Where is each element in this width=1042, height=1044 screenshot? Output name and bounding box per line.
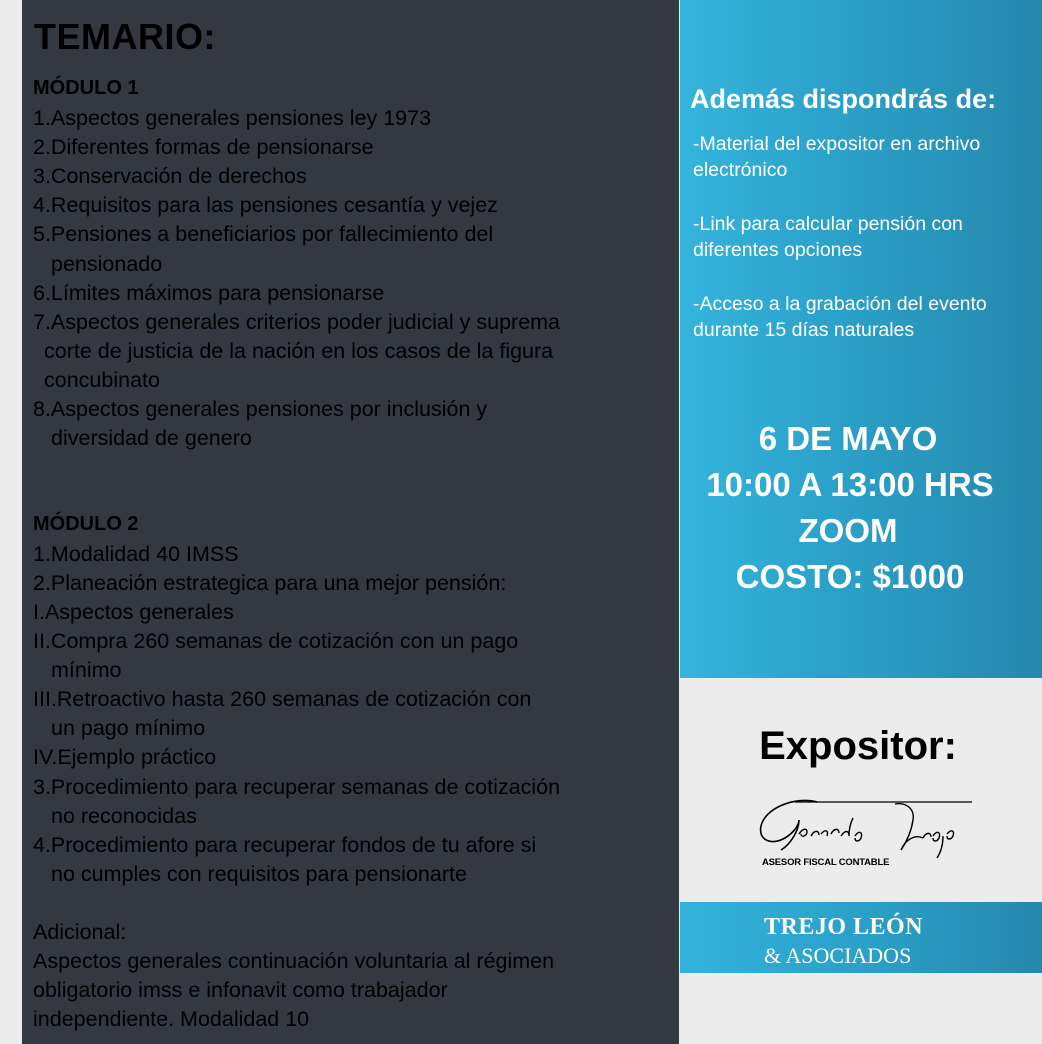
expositor-role: ASESOR FISCAL CONTABLE bbox=[762, 857, 890, 868]
module-1-heading: MÓDULO 1 bbox=[33, 77, 139, 99]
event-cost: COSTO: $1000 bbox=[735, 558, 965, 595]
module-1-item: concubinato bbox=[44, 368, 160, 392]
module-2-item: no cumples con requisitos para pensionarte bbox=[51, 862, 467, 886]
module-2-item: 3.Procedimiento para recuperar semanas de cotización bbox=[33, 775, 561, 799]
additional-item: independiente. Modalidad 10 bbox=[33, 1007, 310, 1031]
event-platform: ZOOM bbox=[798, 512, 898, 549]
agenda-title: TEMARIO: bbox=[34, 16, 216, 57]
module-2-item: mínimo bbox=[51, 658, 122, 682]
brand-name: TREJO LEÓN bbox=[764, 914, 924, 940]
brand-subtitle: & ASOCIADOS bbox=[764, 943, 912, 968]
module-1-item: 1.Aspectos generales pensiones ley 1973 bbox=[33, 106, 432, 130]
module-1-item: 3.Conservación de derechos bbox=[33, 164, 307, 188]
module-2-heading: MÓDULO 2 bbox=[33, 513, 139, 535]
event-time: 10:00 A 13:00 HRS bbox=[706, 466, 994, 503]
module-2-item: 4.Procedimiento para recuperar fondos de tu afore si bbox=[33, 833, 537, 857]
extras-item: diferentes opciones bbox=[693, 239, 863, 261]
extras-item: durante 15 días naturales bbox=[693, 319, 915, 341]
module-2-item: no reconocidas bbox=[51, 804, 197, 828]
expositor-label: Expositor: bbox=[759, 724, 957, 768]
module-1-item: 8.Aspectos generales pensiones por inclusión y bbox=[33, 397, 488, 421]
additional-item: obligatorio imss e infonavit como trabajador bbox=[33, 978, 448, 1002]
additional-item: Aspectos generales continuación voluntaria al régimen bbox=[33, 949, 555, 973]
module-2-item: II.Compra 260 semanas de cotización con un pago bbox=[33, 629, 519, 653]
module-1-item: 2.Diferentes formas de pensionarse bbox=[33, 135, 374, 159]
module-2-item: IV.Ejemplo práctico bbox=[33, 745, 217, 769]
extras-item: electrónico bbox=[693, 159, 788, 181]
module-2-item: I.Aspectos generales bbox=[33, 600, 234, 624]
module-2-item: III.Retroactivo hasta 260 semanas de cotización con bbox=[33, 687, 532, 711]
module-1-item: 5.Pensiones a beneficiarios por fallecimiento del bbox=[33, 222, 494, 246]
event-date: 6 DE MAYO bbox=[758, 420, 938, 457]
extras-item: -Acceso a la grabación del evento bbox=[693, 293, 987, 315]
extras-item: -Link para calcular pensión con bbox=[693, 213, 963, 235]
module-1-item: 4.Requisitos para las pensiones cesantía y vejez bbox=[33, 193, 498, 217]
module-1-item: 7.Aspectos generales criterios poder judicial y suprema bbox=[33, 310, 561, 334]
module-2-item: un pago mínimo bbox=[51, 716, 206, 740]
extras-item: -Material del expositor en archivo bbox=[693, 133, 981, 155]
module-1-item: pensionado bbox=[51, 252, 163, 276]
module-1-item: diversidad de genero bbox=[51, 426, 252, 450]
module-1-item: corte de justicia de la nación en los casos de la figura bbox=[44, 339, 554, 363]
extras-title: Además dispondrás de: bbox=[690, 84, 997, 114]
module-1-item: 6.Límites máximos para pensionarse bbox=[33, 281, 385, 305]
module-2-item: 2.Planeación estrategica para una mejor pensión: bbox=[33, 571, 507, 595]
module-2-item: 1.Modalidad 40 IMSS bbox=[33, 542, 239, 566]
additional-heading: Adicional: bbox=[33, 920, 127, 944]
